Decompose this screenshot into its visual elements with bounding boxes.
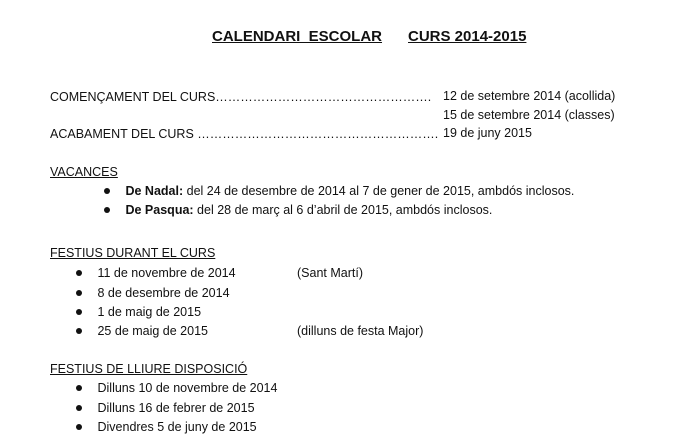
course-start-label: COMENÇAMENT DEL CURS…………………………………………….	[50, 90, 432, 104]
list-item	[76, 323, 208, 339]
list-item	[104, 202, 492, 218]
bullet-icon	[76, 290, 82, 296]
list-item	[76, 265, 236, 281]
bullet-icon	[76, 405, 82, 411]
vacances-item-text: del 28 de març al 6 d’abril de 2015, ambdós inclosos.	[193, 203, 493, 217]
list-item	[76, 419, 257, 435]
festius-item-text: 25 de maig de 2015	[97, 324, 208, 338]
course-end-label: ACABAMENT DEL CURS ………………………………………………….	[50, 127, 439, 141]
bullet-icon	[76, 270, 82, 276]
bullet-icon	[76, 424, 82, 430]
list-item	[76, 304, 201, 320]
lliure-item-text: Divendres 5 de juny de 2015	[97, 420, 257, 434]
document-title	[212, 28, 526, 45]
list-item	[76, 380, 277, 396]
bullet-icon	[76, 309, 82, 315]
bullet-icon	[76, 328, 82, 334]
festius-item-text: 11 de novembre de 2014	[97, 266, 236, 280]
festius-item-text: 8 de desembre de 2014	[97, 286, 230, 300]
festius-item-note: (Sant Martí)	[297, 266, 363, 280]
lliure-item-text: Dilluns 16 de febrer de 2015	[97, 401, 255, 415]
title-calendar: CALENDARI ESCOLAR	[212, 28, 383, 45]
festius-item-text: 1 de maig de 2015	[97, 305, 202, 319]
lliure-heading: FESTIUS DE LLIURE DISPOSICIÓ	[50, 362, 248, 376]
list-item	[76, 400, 255, 416]
vacances-item-label: De Pasqua:	[125, 203, 194, 217]
bullet-icon	[76, 385, 82, 391]
festius-item-note: (dilluns de festa Major)	[297, 324, 424, 338]
lliure-item-text: Dilluns 10 de novembre de 2014	[97, 381, 278, 395]
course-end-row	[50, 126, 438, 142]
bullet-icon	[104, 207, 110, 213]
course-start-classes-date: 15 de setembre 2014 (classes)	[443, 108, 615, 122]
bullet-icon	[104, 188, 110, 194]
festius-heading: FESTIUS DURANT EL CURS	[50, 246, 216, 260]
vacances-heading: VACANCES	[50, 165, 118, 179]
title-course-year: CURS 2014-2015	[408, 28, 527, 45]
list-item	[76, 285, 230, 301]
course-end-date: 19 de juny 2015	[443, 126, 532, 140]
vacances-item-text: del 24 de desembre de 2014 al 7 de gener de 2015, ambdós inclosos.	[183, 184, 575, 198]
list-item	[104, 183, 574, 199]
vacances-item-label: De Nadal:	[125, 184, 184, 198]
course-start-welcome-date: 12 de setembre 2014 (acollida)	[443, 89, 616, 103]
